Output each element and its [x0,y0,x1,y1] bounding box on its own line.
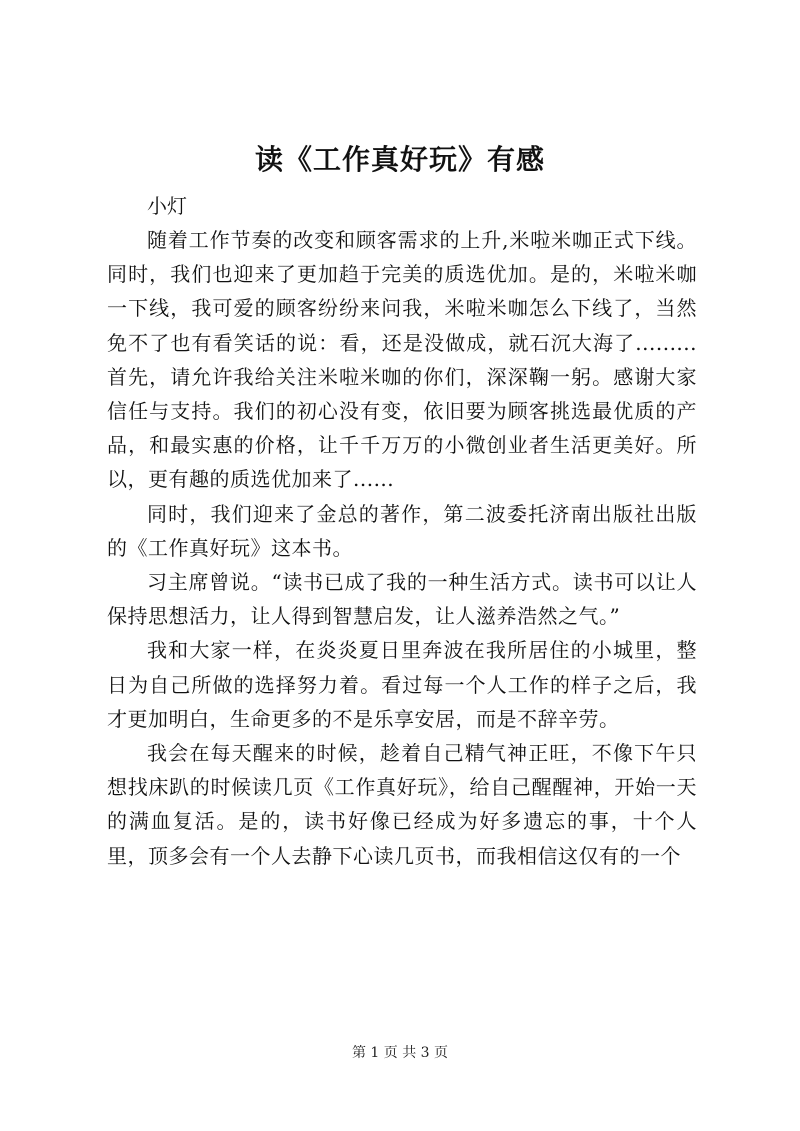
page-footer: 第 1 页 共 3 页 [351,1045,449,1061]
paragraph: 习主席曾说。“读书已成了我的一种生活方式。读书可以让人保持思想活力，让人得到智慧启发，让人滋养浩然之气。” [107,570,697,629]
article-body [107,223,697,873]
paragraph: 我会在每天醒来的时候，趁着自己精气神正旺，不像下午只想找床趴的时候读几页《工作真好玩》，给自己醒醒神，开始一天的满血复活。是的，读书好像已经成为好多遗忘的事，十个人里，顶多会有一个人去静下心读几页书，而我相信这仅有的一个 [107,741,697,868]
paragraph: 随着工作节奏的改变和顾客需求的上升,米啦米咖正式下线。同时，我们也迎来了更加趋于完美的质选优加。是的，米啦米咖一下线，我可爱的顾客纷纷来问我，米啦米咖怎么下线了，当然免不了也有看笑话的说：看，还是没做成，就石沉大海了.........首先，请允许我给关注米啦米咖的你们，深深鞠一躬。感谢大家信任与支持。我们的初心没有变，依旧要为顾客挑选最优质的产品，和最实惠的价格，让千千万万的小微创业者生活更美好。所以，更有趣的质选优加来了...... [107,228,697,492]
paragraph: 同时，我们迎来了金总的著作，第二波委托济南出版社出版的《工作真好玩》这本书。 [107,501,697,560]
paragraph: 我和大家一样，在炎炎夏日里奔波在我所居住的小城里，整日为自己所做的选择努力着。看过每一个人工作的样子之后，我才更加明白，生命更多的不是乐享安居，而是不辞辛劳。 [107,638,697,731]
author-name: 小灯 [147,194,187,218]
page-title: 读《工作真好玩》有感 [254,143,545,176]
